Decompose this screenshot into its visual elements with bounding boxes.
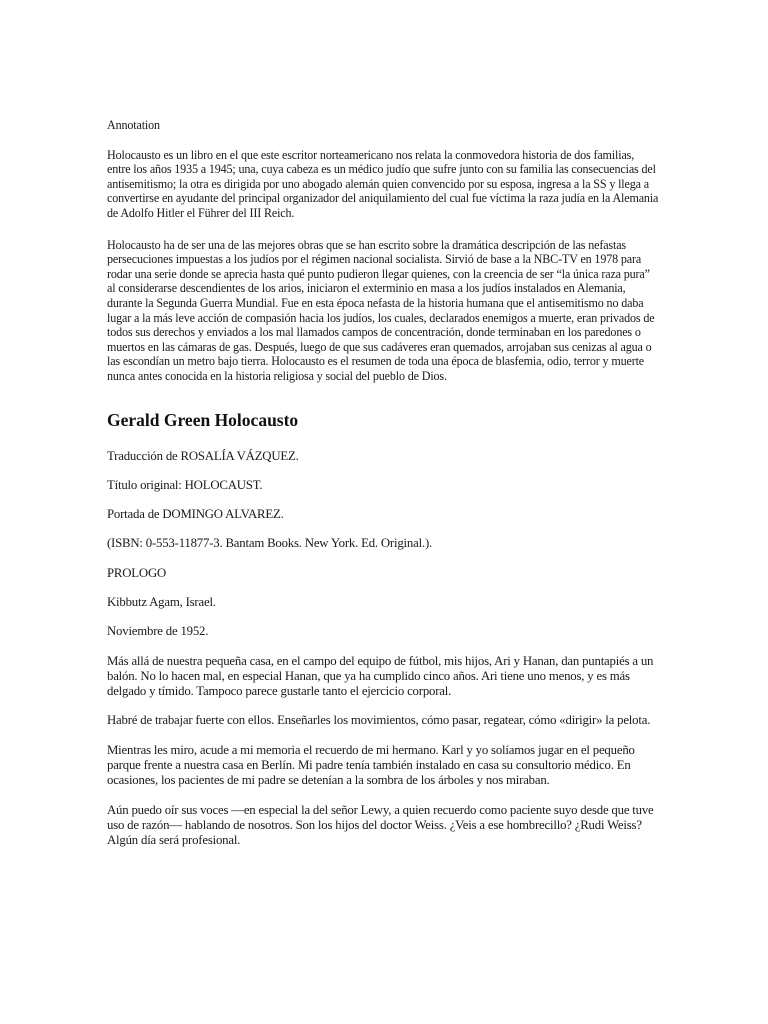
translation-credit: Traducción de ROSALÍA VÁZQUEZ. bbox=[107, 448, 299, 463]
place-line: Kibbutz Agam, Israel. bbox=[107, 594, 216, 609]
prologue-paragraph-1: Más allá de nuestra pequeña casa, en el campo del equipo de fútbol, mis hijos, Ari y Hanan, dan puntapiés a un balón. No lo hacen mal, en especial Hanan, que ya ha cumplido cinco años. Ari tiene uno menos, y es más delgado y tímido. Tampoco parece gustarle tanto el ejercicio corporal. bbox=[107, 653, 654, 699]
book-title: Gerald Green Holocausto bbox=[107, 409, 299, 430]
document-page bbox=[107, 118, 660, 849]
book-heading-block bbox=[107, 409, 660, 431]
annotation-paragraph-2: Holocausto ha de ser una de las mejores obras que se han escrito sobre la dramática descripción de las nefastas persecuciones impuestas a los judíos por el régimen nacional socialista. Sirvió de base a la NBC-TV en 1978 para rodar una serie donde se aprecia hasta qué punto pudieron llegar quienes, con la creencia de ser “la única raza pura” al considerarse descendientes de los arios, iniciaron el exterminio en masa a los judíos instalados en Alemania, durante la Segunda Guerra Mundial. Fue en esta época nefasta de la historia humana que el antisemitismo no daba lugar a la más leve acción de compasión hacia los judíos, los cuales, declarados enemigos a muerte, eran privados de todos sus derechos y enviados a los mal llamados campos de concentración, donde terminaban en los paredones o muertos en las cámaras de gas. Después, luego de que sus cadáveres eran quemados, arrojaban sus cenizas al agua o las escondían un metro bajo tierra. Holocausto es el resumen de toda una época de blasfemia, odio, terror y muerte nunca antes conocida en la historia religiosa y social del pueblo de Dios. bbox=[107, 237, 655, 383]
annotation-label: Annotation bbox=[107, 118, 160, 132]
original-title: Título original: HOLOCAUST. bbox=[107, 477, 263, 492]
cover-credit: Portada de DOMINGO ALVAREZ. bbox=[107, 507, 284, 522]
annotation-paragraph-1: Holocausto es un libro en el que este escritor norteamericano nos relata la conmovedora historia de dos familias, entre los años 1935 a 1945; una, cuya cabeza es un médico judío que sufre junto con su familia las consecuencias del antisemitismo; la otra es dirigida por uno abogado alemán quien convencido por su esposa, ingresa a la SS y llega a convertirse en ayudante del principal organizador del aniquilamiento del cual fue víctima la raza judía en la Alemania de Adolfo Hitler el Führer del III Reich. bbox=[107, 147, 659, 220]
prologue-paragraph-2: Habré de trabajar fuerte con ellos. Enseñarles los movimientos, cómo pasar, regatear, cómo «dirigir» la pelota. bbox=[107, 713, 651, 728]
prologue-heading: PROLOGO bbox=[107, 565, 167, 580]
prologue-paragraph-4: Aún puedo oír sus voces —en especial la del señor Lewy, a quien recuerdo como paciente suyo desde que tuve uso de razón— hablando de nosotros. Son los hijos del doctor Weiss. ¿Veis a ese hombrecillo? ¿Rudi Weiss? Algún día será profesional. bbox=[107, 802, 654, 848]
prologue-paragraph-3: Mientras les miro, acude a mi memoria el recuerdo de mi hermano. Karl y yo solíamos jugar en el pequeño parque frente a nuestra casa en Berlín. Mi padre tenía también instalado en casa su consultorio médico. En ocasiones, los pacientes de mi padre se detenían a la sombra de los árboles y nos miraban. bbox=[107, 742, 635, 788]
date-line: Noviembre de 1952. bbox=[107, 624, 209, 639]
isbn-line: (ISBN: 0-553-11877-3. Bantam Books. New York. Ed. Original.). bbox=[107, 536, 432, 551]
